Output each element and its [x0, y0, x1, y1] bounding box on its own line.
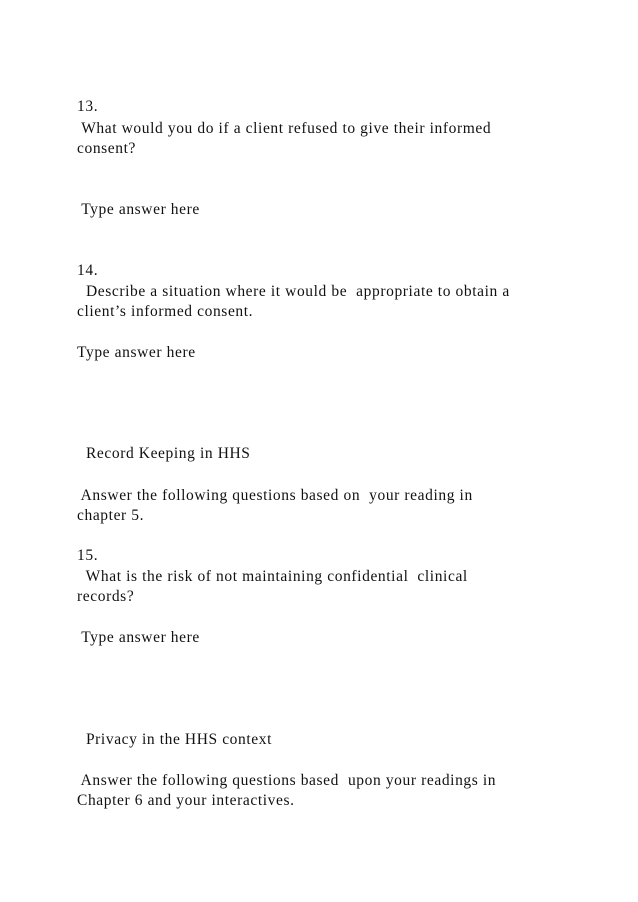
question-15-text-line-2: records?: [77, 588, 135, 605]
question-15-answer-field[interactable]: Type answer here: [77, 629, 200, 646]
record-keeping-instructions-line-2: chapter 5.: [77, 507, 145, 524]
privacy-section-heading: Privacy in the HHS context: [77, 731, 273, 748]
question-14-text-line-2: client’s informed consent.: [77, 303, 254, 320]
question-13-answer-field[interactable]: Type answer here: [77, 201, 200, 218]
question-13-text-line-2: consent?: [77, 140, 137, 157]
question-15-number: 15.: [77, 547, 99, 564]
question-15-text-line-1: What is the risk of not maintaining confidential clinical: [77, 568, 468, 585]
question-13-text-line-1: What would you do if a client refused to give their informed: [77, 120, 492, 137]
question-14-answer-field[interactable]: Type answer here: [77, 344, 196, 361]
question-14-number: 14.: [77, 262, 99, 279]
question-13-number: 13.: [77, 98, 99, 115]
record-keeping-section-heading: Record Keeping in HHS: [77, 445, 251, 462]
privacy-instructions-line-1: Answer the following questions based upon your readings in: [77, 772, 497, 789]
question-14-text-line-1: Describe a situation where it would be appropriate to obtain a: [77, 283, 510, 300]
privacy-instructions-line-2: Chapter 6 and your interactives.: [77, 792, 295, 809]
record-keeping-instructions-line-1: Answer the following questions based on your reading in: [77, 487, 473, 504]
